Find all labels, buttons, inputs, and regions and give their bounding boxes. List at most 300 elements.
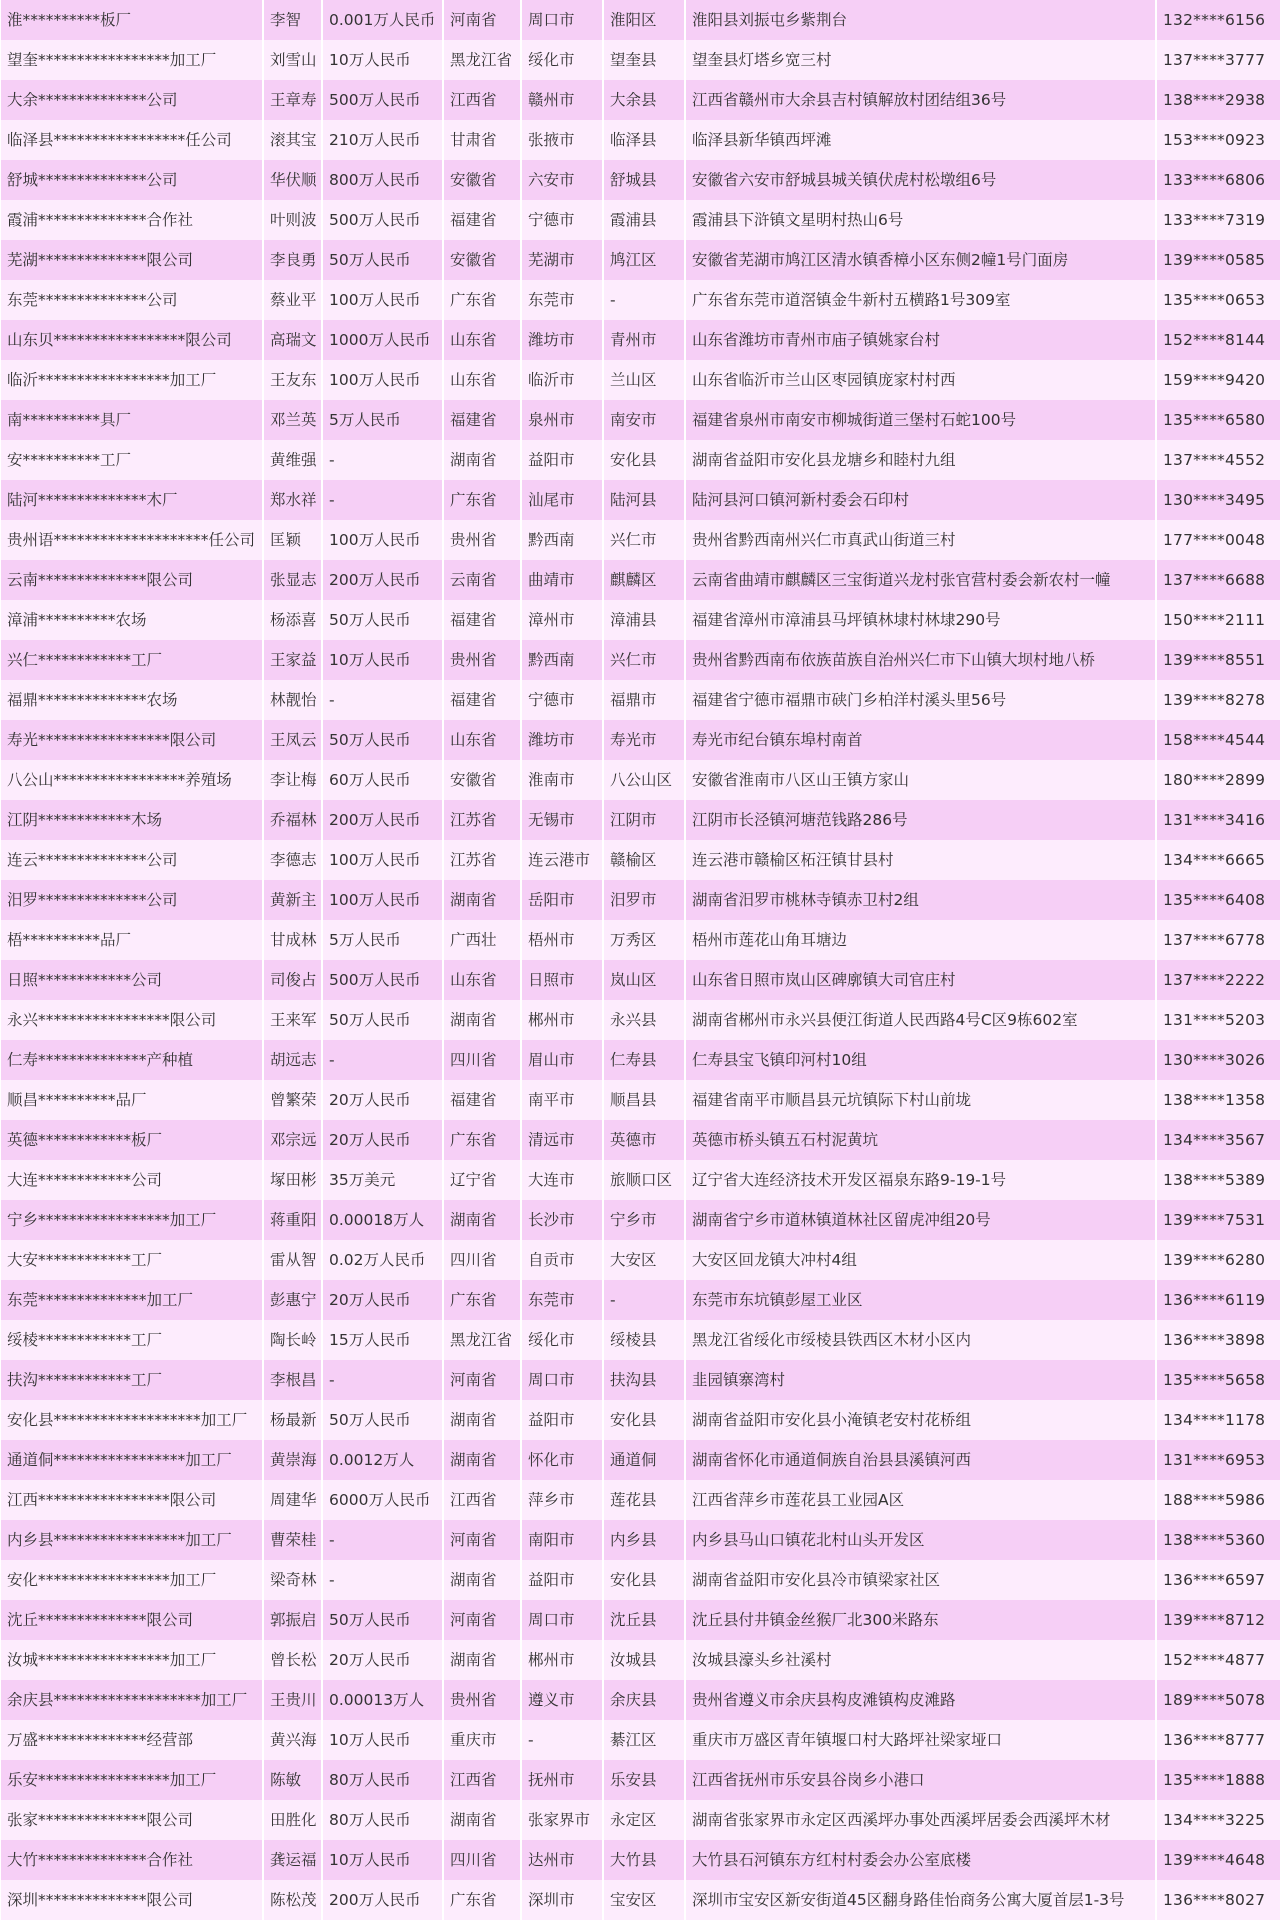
- registered-capital-cell: 100万人民币: [323, 880, 442, 920]
- address-cell: 山东省临沂市兰山区枣园镇庞家村村西: [686, 360, 1155, 400]
- registered-capital-cell: 15万人民币: [323, 1320, 442, 1360]
- legal-person-cell: 郭振启: [264, 1600, 321, 1640]
- table-row: [1, 840, 1280, 880]
- phone-cell: 139****7531: [1157, 1200, 1280, 1240]
- registered-capital-cell: 100万人民币: [323, 280, 442, 320]
- address-cell: 安徽省六安市舒城县城关镇伏虎村松墩组6号: [686, 160, 1155, 200]
- company-name-cell: 大安************工厂: [1, 1240, 262, 1280]
- phone-cell: 131****6953: [1157, 1440, 1280, 1480]
- address-cell: 黑龙江省绥化市绥棱县铁西区木材小区内: [686, 1320, 1155, 1360]
- legal-person-cell: 梁奇林: [264, 1560, 321, 1600]
- company-name-cell: 大竹**************合作社: [1, 1840, 262, 1880]
- legal-person-cell: 塚田彬: [264, 1160, 321, 1200]
- legal-person-cell: 陈松茂: [264, 1880, 321, 1920]
- province-cell: 福建省: [444, 680, 520, 720]
- table-row: [1, 1680, 1280, 1720]
- registered-capital-cell: 500万人民币: [323, 80, 442, 120]
- city-cell: 清远市: [522, 1120, 602, 1160]
- legal-person-cell: 李良勇: [264, 240, 321, 280]
- address-cell: 梧州市莲花山角耳塘边: [686, 920, 1155, 960]
- province-cell: 湖南省: [444, 1640, 520, 1680]
- company-name-cell: 汨罗**************公司: [1, 880, 262, 920]
- city-cell: 潍坊市: [522, 720, 602, 760]
- province-cell: 湖南省: [444, 1200, 520, 1240]
- phone-cell: 139****0585: [1157, 240, 1280, 280]
- company-name-cell: 兴仁************工厂: [1, 640, 262, 680]
- phone-cell: 133****7319: [1157, 200, 1280, 240]
- registered-capital-cell: -: [323, 1040, 442, 1080]
- table-row: [1, 1200, 1280, 1240]
- phone-cell: 152****4877: [1157, 1640, 1280, 1680]
- district-cell: 赣榆区: [604, 840, 684, 880]
- registered-capital-cell: 0.02万人民币: [323, 1240, 442, 1280]
- province-cell: 河南省: [444, 0, 520, 40]
- phone-cell: 136****6597: [1157, 1560, 1280, 1600]
- city-cell: 黔西南: [522, 640, 602, 680]
- province-cell: 江西省: [444, 80, 520, 120]
- table-row: [1, 1400, 1280, 1440]
- registered-capital-cell: 100万人民币: [323, 360, 442, 400]
- address-cell: 韭园镇寨湾村: [686, 1360, 1155, 1400]
- city-cell: 长沙市: [522, 1200, 602, 1240]
- company-name-cell: 福鼎**************农场: [1, 680, 262, 720]
- address-cell: 湖南省怀化市通道侗族自治县县溪镇河西: [686, 1440, 1155, 1480]
- address-cell: 临泽县新华镇西坪滩: [686, 120, 1155, 160]
- city-cell: 汕尾市: [522, 480, 602, 520]
- registered-capital-cell: 500万人民币: [323, 200, 442, 240]
- city-cell: 深圳市: [522, 1880, 602, 1920]
- address-cell: 大竹县石河镇东方红村村委会办公室底楼: [686, 1840, 1155, 1880]
- table-row: [1, 1080, 1280, 1120]
- phone-cell: 136****6119: [1157, 1280, 1280, 1320]
- city-cell: 周口市: [522, 1360, 602, 1400]
- phone-cell: 137****6688: [1157, 560, 1280, 600]
- table-row: [1, 1000, 1280, 1040]
- company-name-cell: 漳浦**********农场: [1, 600, 262, 640]
- province-cell: 山东省: [444, 960, 520, 1000]
- company-name-cell: 日照************公司: [1, 960, 262, 1000]
- legal-person-cell: 曹荣桂: [264, 1520, 321, 1560]
- city-cell: 临沂市: [522, 360, 602, 400]
- phone-cell: 153****0923: [1157, 120, 1280, 160]
- table-row: [1, 1280, 1280, 1320]
- city-cell: 绥化市: [522, 40, 602, 80]
- phone-cell: 138****2938: [1157, 80, 1280, 120]
- city-cell: 遵义市: [522, 1680, 602, 1720]
- district-cell: 漳浦县: [604, 600, 684, 640]
- district-cell: 旅顺口区: [604, 1160, 684, 1200]
- company-name-cell: 霞浦**************合作社: [1, 200, 262, 240]
- phone-cell: 135****6580: [1157, 400, 1280, 440]
- table-row: [1, 200, 1280, 240]
- address-cell: 湖南省益阳市安化县冷市镇梁家社区: [686, 1560, 1155, 1600]
- city-cell: 赣州市: [522, 80, 602, 120]
- table-row: [1, 40, 1280, 80]
- company-name-cell: 大连************公司: [1, 1160, 262, 1200]
- city-cell: 益阳市: [522, 440, 602, 480]
- legal-person-cell: 胡远志: [264, 1040, 321, 1080]
- legal-person-cell: 滚其宝: [264, 120, 321, 160]
- registered-capital-cell: 0.00013万人: [323, 1680, 442, 1720]
- address-cell: 山东省潍坊市青州市庙子镇姚家台村: [686, 320, 1155, 360]
- phone-cell: 133****6806: [1157, 160, 1280, 200]
- table-body: [1, 0, 1280, 1920]
- address-cell: 云南省曲靖市麒麟区三宝街道兴龙村张官营村委会新农村一幢: [686, 560, 1155, 600]
- phone-cell: 137****2222: [1157, 960, 1280, 1000]
- phone-cell: 139****6280: [1157, 1240, 1280, 1280]
- province-cell: 河南省: [444, 1600, 520, 1640]
- city-cell: 潍坊市: [522, 320, 602, 360]
- table-row: [1, 0, 1280, 40]
- legal-person-cell: 黄维强: [264, 440, 321, 480]
- district-cell: 永定区: [604, 1800, 684, 1840]
- city-cell: 淮南市: [522, 760, 602, 800]
- legal-person-cell: 蒋重阳: [264, 1200, 321, 1240]
- province-cell: 重庆市: [444, 1720, 520, 1760]
- legal-person-cell: 黄新主: [264, 880, 321, 920]
- district-cell: 江阴市: [604, 800, 684, 840]
- legal-person-cell: 林靓怡: [264, 680, 321, 720]
- address-cell: 山东省日照市岚山区碑廓镇大司官庄村: [686, 960, 1155, 1000]
- company-name-cell: 扶沟************工厂: [1, 1360, 262, 1400]
- phone-cell: 137****4552: [1157, 440, 1280, 480]
- province-cell: 福建省: [444, 600, 520, 640]
- legal-person-cell: 龚运福: [264, 1840, 321, 1880]
- province-cell: 广西壮: [444, 920, 520, 960]
- district-cell: 鸠江区: [604, 240, 684, 280]
- table-row: [1, 1120, 1280, 1160]
- registered-capital-cell: 10万人民币: [323, 640, 442, 680]
- city-cell: 益阳市: [522, 1400, 602, 1440]
- district-cell: -: [604, 1280, 684, 1320]
- table-row: [1, 280, 1280, 320]
- registered-capital-cell: 20万人民币: [323, 1280, 442, 1320]
- district-cell: 兴仁市: [604, 520, 684, 560]
- registered-capital-cell: 50万人民币: [323, 1600, 442, 1640]
- city-cell: 达州市: [522, 1840, 602, 1880]
- province-cell: 广东省: [444, 1280, 520, 1320]
- district-cell: 兰山区: [604, 360, 684, 400]
- registered-capital-cell: 0.001万人民币: [323, 0, 442, 40]
- phone-cell: 132****6156: [1157, 0, 1280, 40]
- registered-capital-cell: 50万人民币: [323, 240, 442, 280]
- province-cell: 山东省: [444, 320, 520, 360]
- phone-cell: 134****6665: [1157, 840, 1280, 880]
- city-cell: 大连市: [522, 1160, 602, 1200]
- city-cell: 绥化市: [522, 1320, 602, 1360]
- phone-cell: 150****2111: [1157, 600, 1280, 640]
- company-name-cell: 舒城**************公司: [1, 160, 262, 200]
- address-cell: 英德市桥头镇五石村泥黄坑: [686, 1120, 1155, 1160]
- city-cell: 张家界市: [522, 1800, 602, 1840]
- company-name-cell: 余庆县*******************加工厂: [1, 1680, 262, 1720]
- table-row: [1, 1640, 1280, 1680]
- phone-cell: 131****5203: [1157, 1000, 1280, 1040]
- address-cell: 陆河县河口镇河新村委会石印村: [686, 480, 1155, 520]
- legal-person-cell: 曾繁荣: [264, 1080, 321, 1120]
- registered-capital-cell: 200万人民币: [323, 800, 442, 840]
- legal-person-cell: 陶长岭: [264, 1320, 321, 1360]
- table-row: [1, 1040, 1280, 1080]
- city-cell: 郴州市: [522, 1640, 602, 1680]
- company-name-cell: 临泽县*****************任公司: [1, 120, 262, 160]
- registered-capital-cell: 50万人民币: [323, 600, 442, 640]
- province-cell: 辽宁省: [444, 1160, 520, 1200]
- city-cell: 东莞市: [522, 1280, 602, 1320]
- address-cell: 湖南省张家界市永定区西溪坪办事处西溪坪居委会西溪坪木材: [686, 1800, 1155, 1840]
- phone-cell: 135****6408: [1157, 880, 1280, 920]
- city-cell: 南阳市: [522, 1520, 602, 1560]
- province-cell: 广东省: [444, 480, 520, 520]
- city-cell: 郴州市: [522, 1000, 602, 1040]
- district-cell: 万秀区: [604, 920, 684, 960]
- company-name-cell: 张家**************限公司: [1, 1800, 262, 1840]
- address-cell: 湖南省益阳市安化县小淹镇老安村花桥组: [686, 1400, 1155, 1440]
- province-cell: 山东省: [444, 720, 520, 760]
- city-cell: 抚州市: [522, 1760, 602, 1800]
- province-cell: 四川省: [444, 1240, 520, 1280]
- table-row: [1, 1560, 1280, 1600]
- legal-person-cell: 曾长松: [264, 1640, 321, 1680]
- address-cell: 福建省泉州市南安市柳城街道三堡村石蛇100号: [686, 400, 1155, 440]
- phone-cell: 180****2899: [1157, 760, 1280, 800]
- district-cell: 大竹县: [604, 1840, 684, 1880]
- company-name-cell: 临沂*****************加工厂: [1, 360, 262, 400]
- legal-person-cell: 王来军: [264, 1000, 321, 1040]
- district-cell: 福鼎市: [604, 680, 684, 720]
- legal-person-cell: 王章寿: [264, 80, 321, 120]
- phone-cell: 139****4648: [1157, 1840, 1280, 1880]
- table-row: [1, 560, 1280, 600]
- phone-cell: 188****5986: [1157, 1480, 1280, 1520]
- company-name-cell: 东莞**************公司: [1, 280, 262, 320]
- address-cell: 寿光市纪台镇东埠村南首: [686, 720, 1155, 760]
- district-cell: 余庆县: [604, 1680, 684, 1720]
- company-name-cell: 永兴*****************限公司: [1, 1000, 262, 1040]
- province-cell: 广东省: [444, 280, 520, 320]
- city-cell: 连云港市: [522, 840, 602, 880]
- phone-cell: 158****4544: [1157, 720, 1280, 760]
- table-row: [1, 520, 1280, 560]
- district-cell: 扶沟县: [604, 1360, 684, 1400]
- district-cell: 安化县: [604, 1400, 684, 1440]
- province-cell: 湖南省: [444, 1400, 520, 1440]
- province-cell: 湖南省: [444, 1440, 520, 1480]
- district-cell: 安化县: [604, 440, 684, 480]
- city-cell: 自贡市: [522, 1240, 602, 1280]
- phone-cell: 131****3416: [1157, 800, 1280, 840]
- table-row: [1, 1760, 1280, 1800]
- table-row: [1, 760, 1280, 800]
- district-cell: 綦江区: [604, 1720, 684, 1760]
- address-cell: 仁寿县宝飞镇印河村10组: [686, 1040, 1155, 1080]
- province-cell: 甘肃省: [444, 120, 520, 160]
- city-cell: 黔西南: [522, 520, 602, 560]
- phone-cell: 134****3567: [1157, 1120, 1280, 1160]
- registered-capital-cell: -: [323, 480, 442, 520]
- registered-capital-cell: 50万人民币: [323, 1000, 442, 1040]
- province-cell: 安徽省: [444, 160, 520, 200]
- legal-person-cell: 邓宗远: [264, 1120, 321, 1160]
- address-cell: 安徽省淮南市八区山王镇方家山: [686, 760, 1155, 800]
- legal-person-cell: 匡颖: [264, 520, 321, 560]
- address-cell: 福建省漳州市漳浦县马坪镇林埭村林埭290号: [686, 600, 1155, 640]
- table-row: [1, 80, 1280, 120]
- province-cell: 广东省: [444, 1120, 520, 1160]
- registered-capital-cell: 0.0012万人: [323, 1440, 442, 1480]
- district-cell: 内乡县: [604, 1520, 684, 1560]
- registered-capital-cell: -: [323, 1520, 442, 1560]
- company-name-cell: 山东贝*****************限公司: [1, 320, 262, 360]
- company-name-cell: 内乡县*****************加工厂: [1, 1520, 262, 1560]
- legal-person-cell: 乔福林: [264, 800, 321, 840]
- phone-cell: 138****1358: [1157, 1080, 1280, 1120]
- table-row: [1, 1440, 1280, 1480]
- city-cell: 岳阳市: [522, 880, 602, 920]
- phone-cell: 138****5360: [1157, 1520, 1280, 1560]
- registered-capital-cell: 10万人民币: [323, 1840, 442, 1880]
- phone-cell: 139****8278: [1157, 680, 1280, 720]
- registered-capital-cell: 800万人民币: [323, 160, 442, 200]
- registered-capital-cell: 50万人民币: [323, 720, 442, 760]
- address-cell: 望奎县灯塔乡宽三村: [686, 40, 1155, 80]
- address-cell: 安徽省芜湖市鸠江区清水镇香樟小区东侧2幢1号门面房: [686, 240, 1155, 280]
- registered-capital-cell: 200万人民币: [323, 560, 442, 600]
- registered-capital-cell: -: [323, 1360, 442, 1400]
- legal-person-cell: 邓兰英: [264, 400, 321, 440]
- city-cell: 萍乡市: [522, 1480, 602, 1520]
- legal-person-cell: 王友东: [264, 360, 321, 400]
- registered-capital-cell: 35万美元: [323, 1160, 442, 1200]
- legal-person-cell: 陈敏: [264, 1760, 321, 1800]
- city-cell: 宁德市: [522, 680, 602, 720]
- legal-person-cell: 雷从智: [264, 1240, 321, 1280]
- legal-person-cell: 高瑞文: [264, 320, 321, 360]
- legal-person-cell: 叶则波: [264, 200, 321, 240]
- address-cell: 汝城县濠头乡社溪村: [686, 1640, 1155, 1680]
- table-row: [1, 1720, 1280, 1760]
- legal-person-cell: 李智: [264, 0, 321, 40]
- table-row: [1, 480, 1280, 520]
- city-cell: 无锡市: [522, 800, 602, 840]
- phone-cell: 139****8551: [1157, 640, 1280, 680]
- province-cell: 广东省: [444, 1880, 520, 1920]
- province-cell: 江苏省: [444, 800, 520, 840]
- district-cell: -: [604, 280, 684, 320]
- address-cell: 东莞市东坑镇彭屋工业区: [686, 1280, 1155, 1320]
- registered-capital-cell: 1000万人民币: [323, 320, 442, 360]
- legal-person-cell: 甘成林: [264, 920, 321, 960]
- company-name-cell: 淮**********板厂: [1, 0, 262, 40]
- district-cell: 淮阳区: [604, 0, 684, 40]
- district-cell: 寿光市: [604, 720, 684, 760]
- district-cell: 霞浦县: [604, 200, 684, 240]
- province-cell: 云南省: [444, 560, 520, 600]
- registered-capital-cell: 50万人民币: [323, 1400, 442, 1440]
- province-cell: 江西省: [444, 1480, 520, 1520]
- district-cell: 岚山区: [604, 960, 684, 1000]
- registered-capital-cell: -: [323, 440, 442, 480]
- city-cell: 日照市: [522, 960, 602, 1000]
- address-cell: 江西省抚州市乐安县谷岗乡小港口: [686, 1760, 1155, 1800]
- company-name-cell: 陆河**************木厂: [1, 480, 262, 520]
- table-row: [1, 360, 1280, 400]
- city-cell: 曲靖市: [522, 560, 602, 600]
- address-cell: 广东省东莞市道滘镇金牛新村五横路1号309室: [686, 280, 1155, 320]
- province-cell: 福建省: [444, 400, 520, 440]
- legal-person-cell: 蔡业平: [264, 280, 321, 320]
- city-cell: -: [522, 1720, 602, 1760]
- province-cell: 安徽省: [444, 760, 520, 800]
- city-cell: 益阳市: [522, 1560, 602, 1600]
- province-cell: 江苏省: [444, 840, 520, 880]
- company-name-cell: 贵州语********************任公司: [1, 520, 262, 560]
- table-row: [1, 120, 1280, 160]
- district-cell: 仁寿县: [604, 1040, 684, 1080]
- company-name-cell: 梧**********品厂: [1, 920, 262, 960]
- district-cell: 兴仁市: [604, 640, 684, 680]
- province-cell: 湖南省: [444, 1000, 520, 1040]
- phone-cell: 136****3898: [1157, 1320, 1280, 1360]
- province-cell: 福建省: [444, 1080, 520, 1120]
- company-name-cell: 南**********具厂: [1, 400, 262, 440]
- company-name-cell: 顺昌**********品厂: [1, 1080, 262, 1120]
- phone-cell: 134****3225: [1157, 1800, 1280, 1840]
- registered-capital-cell: 20万人民币: [323, 1080, 442, 1120]
- table-row: [1, 1480, 1280, 1520]
- district-cell: 英德市: [604, 1120, 684, 1160]
- province-cell: 贵州省: [444, 1680, 520, 1720]
- registered-capital-cell: 80万人民币: [323, 1800, 442, 1840]
- phone-cell: 135****1888: [1157, 1760, 1280, 1800]
- district-cell: 宝安区: [604, 1880, 684, 1920]
- address-cell: 福建省南平市顺昌县元坑镇际下村山前垅: [686, 1080, 1155, 1120]
- city-cell: 周口市: [522, 1600, 602, 1640]
- company-name-cell: 汝城*****************加工厂: [1, 1640, 262, 1680]
- province-cell: 贵州省: [444, 640, 520, 680]
- province-cell: 山东省: [444, 360, 520, 400]
- phone-cell: 134****1178: [1157, 1400, 1280, 1440]
- phone-cell: 137****3777: [1157, 40, 1280, 80]
- province-cell: 江西省: [444, 1760, 520, 1800]
- table-row: [1, 320, 1280, 360]
- table-row: [1, 400, 1280, 440]
- district-cell: 绥棱县: [604, 1320, 684, 1360]
- legal-person-cell: 杨最新: [264, 1400, 321, 1440]
- city-cell: 眉山市: [522, 1040, 602, 1080]
- legal-person-cell: 黄兴海: [264, 1720, 321, 1760]
- registered-capital-cell: 210万人民币: [323, 120, 442, 160]
- registered-capital-cell: 80万人民币: [323, 1760, 442, 1800]
- province-cell: 四川省: [444, 1040, 520, 1080]
- province-cell: 湖南省: [444, 440, 520, 480]
- company-name-cell: 英德************板厂: [1, 1120, 262, 1160]
- legal-person-cell: 王家益: [264, 640, 321, 680]
- address-cell: 大安区回龙镇大冲村4组: [686, 1240, 1155, 1280]
- company-name-cell: 江西*****************限公司: [1, 1480, 262, 1520]
- legal-person-cell: 黄崇海: [264, 1440, 321, 1480]
- company-name-cell: 大余**************公司: [1, 80, 262, 120]
- district-cell: 南安市: [604, 400, 684, 440]
- company-name-cell: 乐安*****************加工厂: [1, 1760, 262, 1800]
- company-name-cell: 望奎*****************加工厂: [1, 40, 262, 80]
- province-cell: 湖南省: [444, 1800, 520, 1840]
- company-name-cell: 安**********工厂: [1, 440, 262, 480]
- table-row: [1, 240, 1280, 280]
- phone-cell: 152****8144: [1157, 320, 1280, 360]
- legal-person-cell: 李根昌: [264, 1360, 321, 1400]
- phone-cell: 138****5389: [1157, 1160, 1280, 1200]
